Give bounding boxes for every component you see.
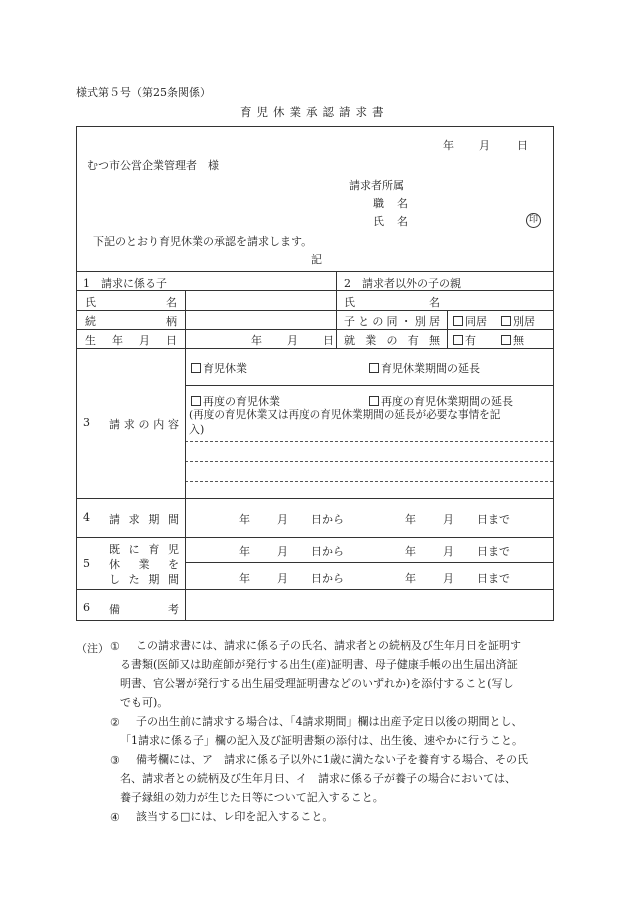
seal-mark: 印 [526,212,541,228]
cohabit-option-together[interactable]: 同居 [453,313,487,329]
past-1-to-day: 日まで [477,545,510,558]
employment-label: 就 業 の 有 無 [344,334,440,347]
period-section-label: 請 求 期 間 [109,513,179,526]
note-4-line-1: 該当する□には、レ印を記入すること。 [136,810,334,823]
ki-label: 記 [311,253,322,266]
note-3-line-2: 名、請求者との続柄及び生年月日、イ 請求に係る子が養子の場合においては、 [120,772,516,785]
past-2-from-day: 日から [311,572,344,585]
relation-label: 続 柄 [85,315,177,328]
note-1-line-2: る書類(医師又は助産師が発行する出生(産)証明書、母子健康手帳の出生届出済証 [120,658,518,671]
divider [77,589,553,590]
birth-day: 日 [323,334,334,347]
parent-name-label: 氏 名 [344,296,440,309]
past-1-from-year: 年 [239,545,250,558]
reason-note-line-1: (再度の育児休業又は再度の育児休業期間の延長が必要な事情を記 [189,409,501,421]
note-2-line-2: 「1請求に係る子」欄の記入及び証明書類の添付は、出生後、速やかに行うこと。 [120,734,523,747]
divider [77,310,553,311]
past-1-from-month: 月 [277,545,288,558]
remarks-section-number: 6 [83,601,90,614]
position-label-1: 職 [373,197,384,210]
past-2-from-month: 月 [277,572,288,585]
past-section-label-1: 既 に 育 児 [109,543,179,556]
past-1-from-day: 日から [311,545,344,558]
period-to-day: 日まで [477,513,510,526]
checkbox-icon[interactable] [369,363,379,373]
section-other-parent-header: 2 請求者以外の子の親 [344,277,461,290]
period-section-number: 4 [83,511,90,524]
past-2-to-day: 日まで [477,572,510,585]
checkbox-icon[interactable] [191,396,201,406]
writing-line [185,441,553,442]
employment-option-no[interactable]: 無 [501,332,524,348]
note-3-line-3: 養子縁組の効力が生じた日等について記入すること。 [120,791,384,804]
option-childcare-leave[interactable]: 育児休業 [191,360,247,376]
period-from-day: 日から [311,513,344,526]
writing-line [185,461,553,462]
request-statement: 下記のとおり育児休業の承認を請求します。 [93,235,313,248]
period-from-month: 月 [277,513,288,526]
position-label-2: 名 [397,197,408,210]
content-section-number: 3 [83,416,90,429]
divider [77,537,553,538]
option-extension[interactable]: 育児休業期間の延長 [369,360,480,376]
request-form [76,126,554,621]
note-2-line-1: 子の出生前に請求する場合は、「4請求期間」欄は出産予定日以後の期間とし、 [136,715,523,728]
period-to-month: 月 [443,513,454,526]
past-1-to-month: 月 [443,545,454,558]
divider [185,348,186,620]
checkbox-icon[interactable] [501,316,511,326]
past-section-number: 5 [83,557,90,570]
addressee: むつ市公営企業管理者 様 [87,159,219,172]
date-day-label: 日 [517,139,528,152]
remarks-section-label: 備 考 [109,603,179,616]
note-1-mark: ① [110,640,120,653]
requester-name-label-2: 名 [397,215,408,228]
past-2-from-year: 年 [239,572,250,585]
date-year-label: 年 [443,139,454,152]
divider [77,348,553,349]
notes-prefix: （注） [76,642,109,655]
divider [185,385,553,386]
divider [336,271,337,348]
note-1-line-3: 明書、官公署が発行する出生届受理証明書などのいずれか)を添付すること(写し [120,677,514,690]
option-re-childcare-leave[interactable]: 再度の育児休業 [191,393,280,409]
period-to-year: 年 [405,513,416,526]
requester-affiliation-label: 請求者所属 [349,179,404,192]
divider [447,310,448,348]
option-re-extension[interactable]: 再度の育児休業期間の延長 [369,393,513,409]
cohabit-option-separate[interactable]: 別居 [501,313,535,329]
section-child-header: 1 請求に係る子 [83,277,167,290]
birth-month: 月 [287,334,298,347]
past-section-label-2: 休 業 を [109,558,179,571]
birth-date-label: 生 年 月 日 [85,334,177,347]
form-number: 様式第５号（第25条関係） [76,86,211,99]
date-month-label: 月 [479,139,490,152]
note-2-mark: ② [110,716,120,729]
divider [77,329,553,330]
checkbox-icon[interactable] [369,396,379,406]
writing-line [185,481,553,482]
checkbox-icon[interactable] [501,335,511,345]
note-1-line-1: この請求書には、請求に係る子の氏名、請求者との続柄及び生年月日を証明す [136,639,521,652]
form-title: 育児休業承認請求書 [240,105,389,119]
note-4-mark: ④ [110,811,120,824]
divider [77,271,553,272]
requester-name-label-1: 氏 [373,215,384,228]
cohabit-label: 子 と の 同 ・ 別 居 [344,315,440,328]
note-1-line-4: でも可)。 [120,696,169,709]
period-from-year: 年 [239,513,250,526]
note-3-mark: ③ [110,754,120,767]
divider [185,290,186,348]
checkbox-icon[interactable] [453,316,463,326]
past-1-to-year: 年 [405,545,416,558]
reason-note-line-2: 入) [189,423,205,436]
divider [77,498,553,499]
divider [185,562,553,563]
past-2-to-month: 月 [443,572,454,585]
past-2-to-year: 年 [405,572,416,585]
employment-option-yes[interactable]: 有 [453,332,476,348]
note-3-line-1: 備考欄には、ア 請求に係る子以外に1歳に満たない子を養育する場合、その氏 [136,753,528,766]
past-section-label-3: し た 期 間 [109,573,179,586]
birth-year: 年 [251,334,262,347]
checkbox-icon[interactable] [453,335,463,345]
content-section-label: 請 求 の 内 容 [109,418,179,431]
checkbox-icon[interactable] [191,363,201,373]
child-name-label: 氏 名 [85,296,177,309]
